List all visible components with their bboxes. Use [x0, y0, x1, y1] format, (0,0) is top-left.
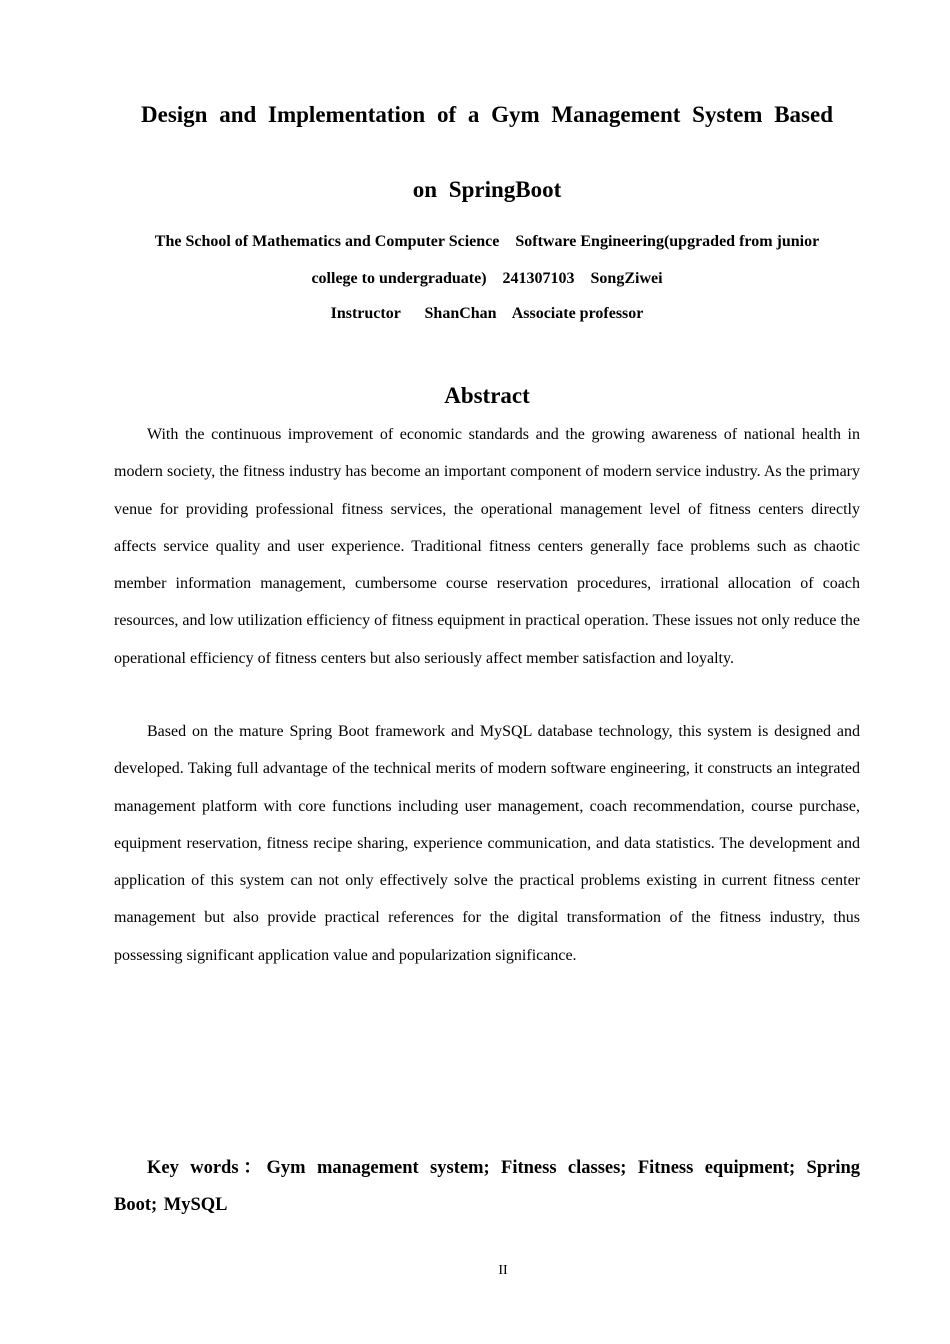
abstract-heading: Abstract [444, 383, 530, 408]
document-title-line-1: Design and Implementation of a Gym Management System Based [141, 102, 833, 127]
abstract-paragraph-2: Based on the mature Spring Boot framework and MySQL database technology, this system is designed and developed. Taking full advantage of the technical merits of modern software engineering, it constructs an integrated management platform with core functions including user management, coach recommendation, course purchase, equipment reservation, fitness recipe sharing, experience communication, and data statistics. The development and application of this system can not only effectively solve the practical problems existing in current fitness center management but also provide practical references for the digital transformation of the fitness industry, thus possessing significant application value and popularization significance. [114, 723, 860, 964]
author-info-line-1: The School of Mathematics and Computer Science Software Engineering(upgraded from junior [154, 233, 820, 250]
keywords: Key words：Gym management system; Fitness classes; Fitness equipment; Spring Boot; MySQL [114, 1158, 860, 1215]
page-number: II [498, 1263, 508, 1278]
abstract-paragraph-1: With the continuous improvement of economic standards and the growing awareness of national health in modern society, the fitness industry has become an important component of modern service industry. As the primary venue for providing professional fitness services, the operational management level of fitness centers directly affects service quality and user experience. Traditional fitness centers generally face problems such as chaotic member information management, cumbersome course reservation procedures, irrational allocation of coach resources, and low utilization efficiency of fitness equipment in practical operation. These issues not only reduce the operational efficiency of fitness centers but also seriously affect member satisfaction and loyalty. [114, 426, 860, 667]
document-title-line-2: on SpringBoot [412, 177, 562, 202]
instructor-info-line: Instructor ShanChan Associate professor [330, 305, 644, 322]
author-info-line-2: college to undergraduate) 241307103 SongZiwei [311, 270, 663, 287]
